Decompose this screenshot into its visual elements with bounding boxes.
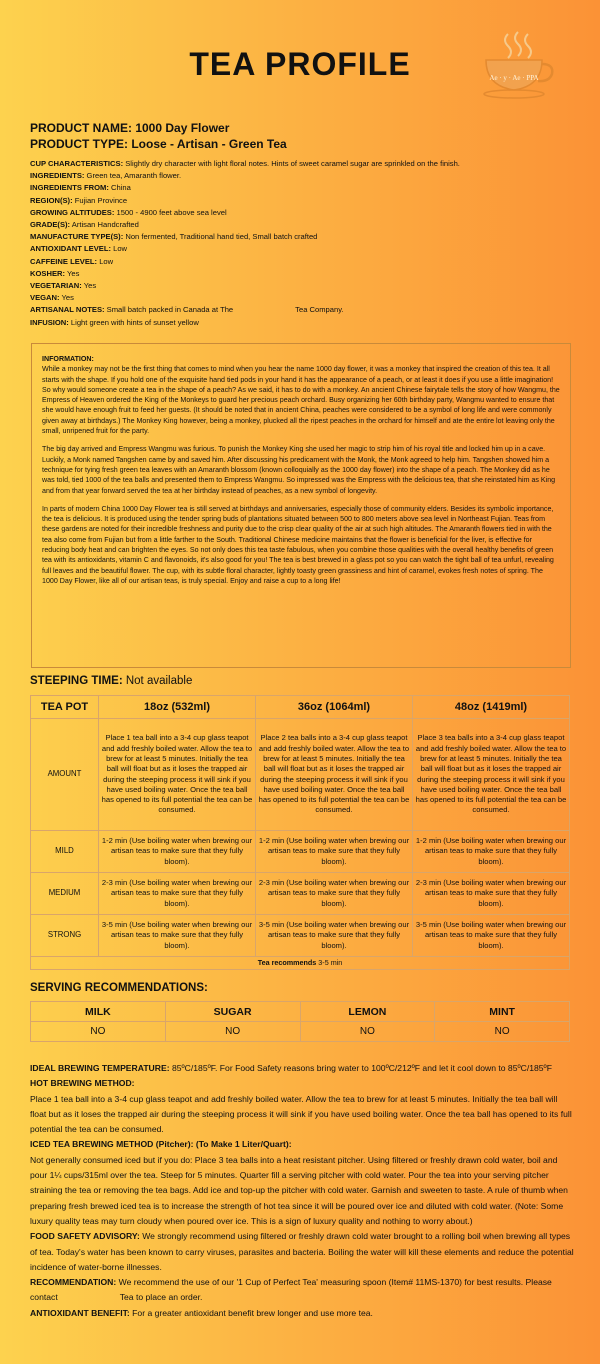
table-cell: Place 1 tea ball into a 3-4 cup glass teapot and add freshly boiled water. Allow the tea to brew for at least 5 minutes. Initially the tea ball will float but as it loses the trapped air during the steeping process it will sink if you have used boiling water. Once the tea ball has opened to its full potential the tea can be consumed. — [99, 719, 256, 831]
steeping-table-header — [31, 696, 570, 719]
serving-value-row — [31, 1022, 570, 1042]
table-cell: 2-3 min (Use boiling water when brewing our artisan teas to make sure that they fully bloom). — [256, 873, 413, 915]
information-heading: INFORMATION: — [42, 355, 94, 363]
table-cell: 2-3 min (Use boiling water when brewing our artisan teas to make sure that they fully bloom). — [99, 873, 256, 915]
table-cell: 3-5 min (Use boiling water when brewing our artisan teas to make sure that they fully bloom). — [413, 915, 570, 957]
table-cell: 2-3 min (Use boiling water when brewing our artisan teas to make sure that they fully bloom). — [413, 873, 570, 915]
attr-row-ingredients: INGREDIENTS: Green tea, Amaranth flower. — [30, 171, 182, 181]
row-label: STRONG — [31, 915, 99, 957]
ideal-temperature: IDEAL BREWING TEMPERATURE: 85ºC/185ºF. For Food Safety reasons bring water to 100ºC/212ºF and let it cool down to 85ºC/185ºF — [30, 1063, 552, 1073]
table-cell: 1-2 min (Use boiling water when brewing our artisan teas to make sure that they fully bloom). — [256, 831, 413, 873]
attr-row-cup: CUP CHARACTERISTICS: Slightly dry character with light floral notes. Hints of sweet caramel sugar are sprinkled on the finish. — [30, 159, 460, 168]
steeping-table — [30, 695, 570, 970]
iced-method-label: ICED TEA BREWING METHOD (Pitcher): (To Make 1 Liter/Quart): — [30, 1139, 292, 1150]
product-name: PRODUCT NAME: 1000 Day Flower — [30, 121, 230, 135]
attr-row-infusion: INFUSION: Light green with hints of sunset yellow — [30, 317, 199, 327]
information-box — [31, 343, 571, 668]
attr-row-altitudes: GROWING ALTITUDES: 1500 - 4900 feet above sea level — [30, 207, 227, 217]
antioxidant-benefit: ANTIOXIDANT BENEFIT: For a greater antioxidant benefit brew longer and use more tea. — [30, 1307, 373, 1318]
attr-row-manufacture: MANUFACTURE TYPE(S): Non fermented, Traditional hand tied, Small batch crafted — [30, 232, 318, 242]
page-title: TEA PROFILE — [189, 46, 411, 82]
header-cell: 18oz (532ml) — [99, 696, 256, 719]
table-row — [31, 719, 570, 831]
table-row — [31, 831, 570, 873]
attr-row-vegetarian: VEGETARIAN: Yes — [30, 281, 97, 291]
attribute-list — [30, 158, 575, 329]
recommendation: RECOMMENDATION: We recommend the use of our '1 Cup of Perfect Tea' measuring spoon (Item# 11MS-1370) for best results. Please contact Tea to place an order. — [30, 1277, 552, 1303]
table-footer-row — [31, 957, 570, 970]
attr-row-caffeine: CAFFEINE LEVEL: Low — [30, 256, 114, 266]
serving-header-row — [31, 1002, 570, 1022]
information-paragraph: The big day arrived and Empress Wangmu was furious. To punish the Monkey King she used her magic to strip him of his royal title and locked him up in a cave. Luckily, a Monk named Tangshen came by and saved him. After discussing his predicament with the Monk, the Monk agreed to help him. Tangshen showed him a technique for tying fresh green tea leaves with an Amaranth blossom (known colloquially as the 1000 day flower) into the shape of a peach. The Monkey did as he was told, tied 1000 of the tea balls and presented them to Empress Wangmu. So impressed was the Empress with the delicious tea, that she reinstated him as King and from that year forward served the tea at her birthday instead of peaches, as a new symbol of longevity. — [42, 445, 556, 495]
table-cell: NO — [300, 1022, 435, 1042]
information-paragraph: In parts of modern China 1000 Day Flower tea is still served at birthdays and anniversaries, especially those of community elders. Besides its symbolic importance, the tea is delicious. It is produced using the tender spring buds of plantations situated between 500 to 800 meters above sea level in Northeast Fujian. Teas from these gardens are noted for their incredible freshness and purity due to the crisp clear quality of the air at such high altitudes. The Amaranth flowers tied in with the tea also come from Fujian but from a little farther to the South. Traditional Chinese medicine maintains that the flower is beneficial for the liver, is effective for reducing body heat and can brighten the eyes. So not only does this tea taste fabulous, when you combine those qualities with the overall healthy benefits of green tea with its antioxidants, vitamin C and flavonoids, it's also good for you! The tea is best brewed in a glass pot so you can watch the tight ball of tea unfurl, revealing full leaves and the beautiful flower. The cup, with its subtle floral character, lightly toasty green grassiness and hint of caramel, evokes fresh notes of spring. The 1000 Day Flower, like all of our artisan teas, is truly special. Enjoy and raise a cup to a long life! — [42, 504, 554, 585]
row-label: MILD — [31, 831, 99, 873]
information-paragraph: While a monkey may not be the first thing that comes to mind when you hear the name 1000 day flower, it was a monkey that inspired the creation of this tea. It all starts with the shape. If you hold one of the exquisite hand tied pods in your hand it has the appearance of a peach, or at least it does if you use a little imagination! So why would someone create a tea in the shape of a peach? As we said, it has to do with a monkey. An ancient Chinese fairytale tells the story of how Wangmu, the Empress of Heaven ordered the King of the Monkeys to guard her precious peach orchard. Busy organizing her 60th birthday party, Wangmu wanted to ensure that she would have enough fruit to feed her guests. (It should be noted that in ancient China, peaches were considered to be a symbol of long life and were commonly given away at birthdays.) The Monkey King however, being a monkey, plucked all the ripest peaches in the orchard for himself and ate the entire lot leaving only the small, unripened fruit for the party. — [42, 365, 560, 436]
serving-heading: SERVING RECOMMENDATIONS: — [30, 982, 208, 994]
svg-text:Ae · y · Ae · PPA: Ae · y · Ae · PPA — [489, 74, 539, 82]
attr-row-artisanal: ARTISANAL NOTES: Small batch packed in Canada at The Tea Company. — [30, 305, 344, 315]
product-type: PRODUCT TYPE: Loose - Artisan - Green Tea — [30, 137, 287, 151]
header-cell: TEA POT — [31, 696, 99, 719]
header-cell: 48oz (1419ml) — [413, 696, 570, 719]
hot-method-text: Place 1 tea ball into a 3-4 cup glass teapot and add freshly boiled water. Allow the tea to brew for at least 5 minutes. Initially the tea ball will float but as it loses the trapped air during the steeping process it will sink if you have used boiling water. Once the tea ball has opened to its full potential the tea can be consumed. — [30, 1093, 572, 1135]
attr-row-kosher: KOSHER: Yes — [30, 268, 80, 278]
table-cell: NO — [435, 1022, 570, 1042]
serving-table — [30, 1001, 570, 1042]
table-row — [31, 915, 570, 957]
table-cell: 3-5 min (Use boiling water when brewing our artisan teas to make sure that they fully bloom). — [256, 915, 413, 957]
row-label: AMOUNT — [31, 719, 99, 831]
header-cell: MINT — [435, 1002, 570, 1022]
table-cell: 1-2 min (Use boiling water when brewing our artisan teas to make sure that they fully bloom). — [413, 831, 570, 873]
table-row — [31, 873, 570, 915]
table-cell: 1-2 min (Use boiling water when brewing our artisan teas to make sure that they fully bloom). — [99, 831, 256, 873]
table-cell: Place 3 tea balls into a 3-4 cup glass teapot and add freshly boiled water. Allow the tea to brew for at least 5 minutes. Initially the tea ball will float but as it loses the trapped air during the steeping process it will sink if you have used boiling water. Once the tea ball has opened to its full potential the tea can be consumed. — [413, 719, 570, 831]
food-safety: FOOD SAFETY ADVISORY: We strongly recommend using filtered or freshly drawn cold water brought to a rolling boil when brewing all types of tea. Today's water has been known to carry viruses, parasites and bacteria. Boiling the water will kill these elements and reduce the potential incidence of water-borne illnesses. — [30, 1231, 574, 1272]
header-cell: 36oz (1064ml) — [256, 696, 413, 719]
steeping-time: STEEPING TIME: Not available — [30, 675, 193, 687]
hot-method-label: HOT BREWING METHOD: — [30, 1078, 135, 1089]
attr-row-antioxidant: ANTIOXIDANT LEVEL: Low — [30, 244, 128, 254]
row-label: MEDIUM — [31, 873, 99, 915]
table-cell: 3-5 min (Use boiling water when brewing our artisan teas to make sure that they fully bloom). — [99, 915, 256, 957]
brewing-instructions — [30, 1061, 575, 1321]
header-cell: LEMON — [300, 1002, 435, 1022]
attr-row-grade: GRADE(S): Artisan Handcrafted — [30, 220, 139, 230]
iced-method-text: Not generally consumed iced but if you do: Place 3 tea balls into a heat resistant pitcher. Using filtered or freshly drawn cold water, boil and pour 1¼ cups/315ml over the tea. Steep for 5 minutes. Quarter fill a serving pitcher with cold water. Pour the tea into your serving pitcher straining the tea or removing the tea bags. Add ice and top-up the pitcher with cold water. Garnish and sweeten to taste. A rule of thumb when preparing fresh brewed iced tea is to increase the strength of hot tea since it will be poured over ice and diluted with cold water. (Note: Some luxury quality teas may turn cloudy when poured over ice. This is a sign of luxury quality and nothing to worry about.) — [30, 1154, 568, 1226]
attr-row-vegan: VEGAN: Yes — [30, 293, 74, 303]
tea-cup-logo — [478, 30, 558, 102]
table-cell: NO — [165, 1022, 300, 1042]
table-cell: Place 2 tea balls into a 3-4 cup glass teapot and add freshly boiled water. Allow the tea to brew for at least 5 minutes. Initially the tea ball will float but as it loses the trapped air during the steeping process it will sink if you have used boiling water. Once the tea ball has opened to its full potential the tea can be consumed. — [256, 719, 413, 831]
table-cell: NO — [31, 1022, 166, 1042]
recommendation-footer: Tea recommends 3-5 min — [31, 957, 570, 970]
attr-row-from: INGREDIENTS FROM: China — [30, 183, 131, 193]
attr-row-region: REGION(S): Fujian Province — [30, 195, 128, 205]
header-cell: SUGAR — [165, 1002, 300, 1022]
header-cell: MILK — [31, 1002, 166, 1022]
